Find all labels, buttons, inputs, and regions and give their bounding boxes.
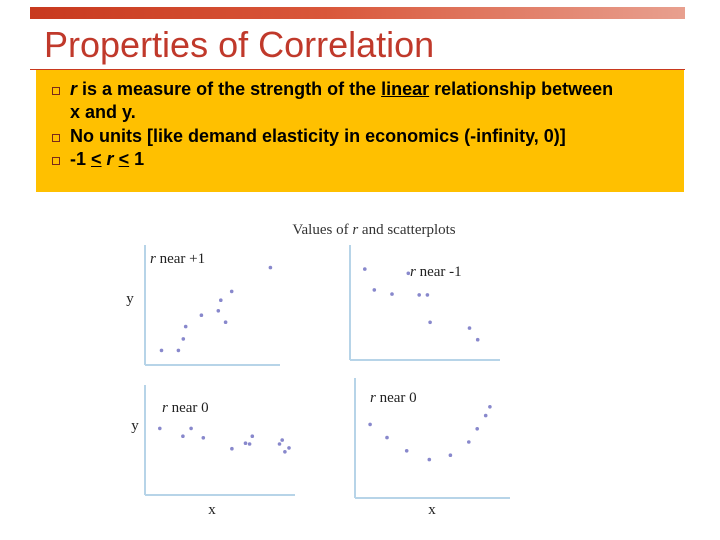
scatter-point <box>280 438 284 442</box>
scatter-point <box>181 434 185 438</box>
scatter-point <box>468 326 472 330</box>
scatter-point <box>368 423 372 427</box>
scatter-point <box>182 337 186 341</box>
scatter-point <box>475 427 479 431</box>
panel-label: r near +1 <box>150 251 206 267</box>
scatter-point <box>224 320 228 324</box>
scatter-panels <box>126 245 510 518</box>
bullet-3-italic-r: r <box>106 149 114 169</box>
bullet-3-part1: -1 <box>70 149 92 169</box>
scatter-point <box>278 442 282 446</box>
scatter-point <box>373 288 377 292</box>
slide-title: Properties of Correlation <box>44 24 435 65</box>
scatter-point <box>269 266 273 270</box>
scatter-point <box>184 325 188 329</box>
scatter-panel <box>126 245 280 365</box>
y-axis-label: y <box>131 418 139 434</box>
scatter-point <box>251 434 255 438</box>
scatter-point <box>476 338 480 342</box>
scatter-panel <box>350 245 500 360</box>
scatter-panel <box>355 378 510 518</box>
scatter-point <box>230 290 234 294</box>
figure-heading: Values of r and scatterplots <box>292 222 456 238</box>
scatter-point <box>287 446 291 450</box>
panel-label: r near 0 <box>370 390 417 406</box>
x-axis-label: x <box>428 502 436 518</box>
scatter-point <box>217 309 221 313</box>
bullet-3-le1: < <box>91 149 102 169</box>
scatter-point <box>189 427 193 431</box>
panel-label: r near -1 <box>410 264 462 280</box>
scatter-point <box>200 313 204 317</box>
scatter-point <box>407 272 411 276</box>
scatter-point <box>283 450 287 454</box>
scatter-point <box>428 321 432 325</box>
scatter-point <box>230 447 234 451</box>
bullet-1-continuation: x and y. <box>70 102 136 122</box>
scatter-point <box>488 405 492 409</box>
x-axis-label: x <box>208 502 216 518</box>
scatter-panel <box>131 385 295 518</box>
y-axis-label: y <box>126 291 134 307</box>
scatter-point <box>484 414 488 418</box>
bullet-3-le2: < <box>118 149 130 169</box>
scatter-point <box>202 436 206 440</box>
scatter-point <box>417 293 421 297</box>
bullet-1-mid: is a measure of the strength of the <box>77 79 382 99</box>
scatter-point <box>248 442 252 446</box>
scatter-point <box>219 298 223 302</box>
bullet-1-underlined: linear <box>381 79 430 99</box>
scatter-point <box>160 349 164 353</box>
bullet-2-text: No units [like demand elasticity in economics (-infinity, 0)] <box>70 126 566 146</box>
scatter-point <box>385 436 389 440</box>
scatter-point <box>158 427 162 431</box>
scatter-point <box>426 293 430 297</box>
scatter-point <box>363 267 367 271</box>
bullet-3-part2: 1 <box>129 149 145 169</box>
scatter-point <box>177 349 181 353</box>
panel-label: r near 0 <box>162 400 209 416</box>
scatter-point <box>244 441 248 445</box>
bullet-1-italic-r: r <box>70 79 78 99</box>
scatter-point <box>428 458 432 462</box>
scatter-point <box>390 292 394 296</box>
scatter-point <box>449 453 453 457</box>
bullet-1-post: relationship between <box>429 79 614 99</box>
scatter-point <box>467 440 471 444</box>
scatter-point <box>405 449 409 453</box>
